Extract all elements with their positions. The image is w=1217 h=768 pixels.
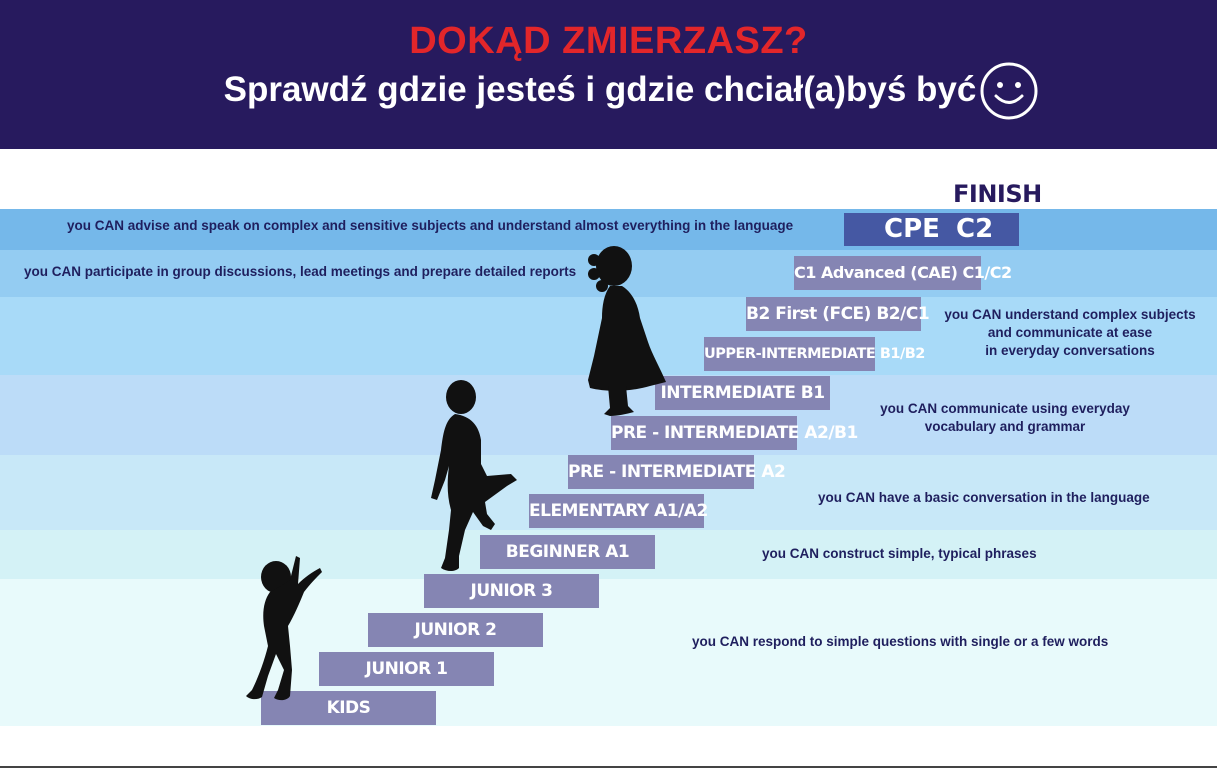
step-intermediate-b1: INTERMEDIATE B1 — [655, 376, 830, 410]
description-b1 — [860, 400, 1150, 436]
description-c2: you CAN advise and speak on complex and sensitive subjects and understand almost everything in the language — [67, 218, 794, 233]
page-title: DOKĄD ZMIERZASZ? — [409, 20, 808, 62]
step-b2-first-fce: B2 First (FCE) B2/C1 — [746, 297, 921, 331]
description-a2: you CAN have a basic conversation in the language — [818, 490, 1150, 505]
step-cpe-code: C2 — [956, 214, 994, 244]
page-subtitle: Sprawdź gdzie jesteś i gdzie chciał(a)byś być — [223, 70, 977, 109]
description-b2 — [930, 306, 1210, 360]
step-junior-1: JUNIOR 1 — [319, 652, 494, 686]
step-junior-2: JUNIOR 2 — [368, 613, 543, 647]
girl-silhouette-icon — [580, 246, 675, 421]
step-kids: KIDS — [261, 691, 436, 725]
description-kids: you CAN respond to simple questions with single or a few words — [692, 634, 1109, 649]
child-silhouette-icon — [425, 380, 525, 575]
step-beginner-a1: BEGINNER A1 — [480, 535, 655, 569]
description-b2-line1: you CAN understand complex subjects — [944, 307, 1196, 322]
step-pre-intermediate-a2: PRE - INTERMEDIATE A2 — [568, 455, 754, 489]
step-junior-3: JUNIOR 3 — [424, 574, 599, 608]
smiley-icon — [980, 62, 1038, 120]
description-a1: you CAN construct simple, typical phrases — [762, 546, 1037, 561]
description-b1-line2: vocabulary and grammar — [924, 419, 1086, 434]
description-b1-line1: you CAN communicate using everyday — [880, 401, 1130, 416]
description-b2-line3: in everyday conversations — [985, 343, 1155, 358]
description-c1: you CAN participate in group discussions, lead meetings and prepare detailed reports — [24, 264, 577, 279]
band-kids — [0, 579, 1217, 726]
header-banner — [0, 0, 1217, 149]
step-upper-intermediate-b1-b2: UPPER-INTERMEDIATE B1/B2 — [704, 337, 875, 371]
step-cpe-name: CPE — [884, 214, 940, 244]
toddler-silhouette-icon — [240, 550, 330, 705]
description-b2-line2: and communicate at ease — [987, 325, 1153, 340]
step-c1-advanced-cae: C1 Advanced (CAE) C1/C2 — [794, 256, 981, 290]
finish-label: FINISH — [953, 180, 1042, 208]
step-pre-intermediate-a2-b1: PRE - INTERMEDIATE A2/B1 — [611, 416, 797, 450]
step-elementary-a1-a2: ELEMENTARY A1/A2 — [529, 494, 704, 528]
